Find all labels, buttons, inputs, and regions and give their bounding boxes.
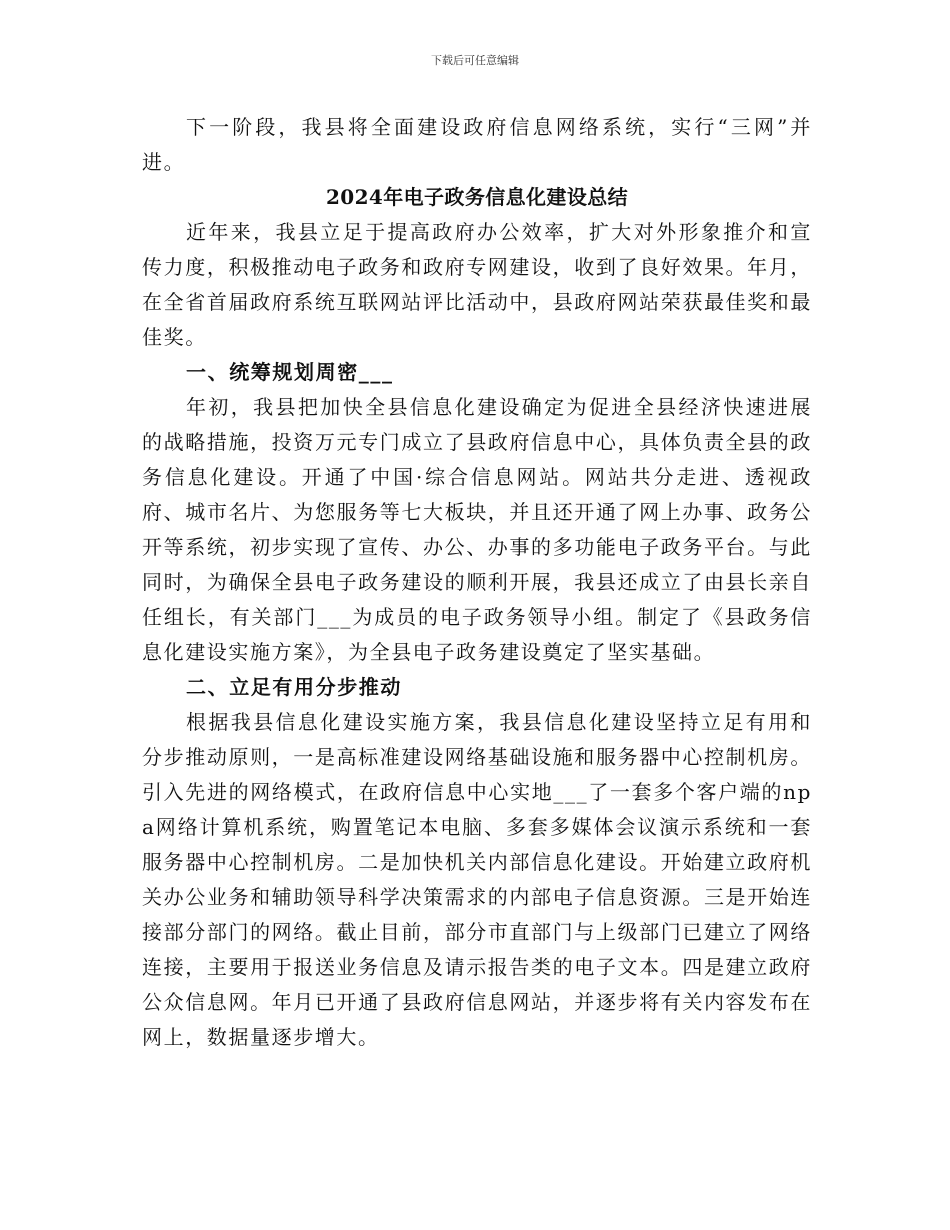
section-heading-planning: 一、统筹规划周密___ <box>186 360 394 384</box>
document-body <box>142 110 812 1055</box>
page-header: 下载后可任意编辑 <box>431 54 519 67</box>
document-title: 2024年电子政务信息化建设总结 <box>325 185 629 209</box>
paragraph-planning: 年初，我县把加快全县信息化建设确定为促进全县经济快速进展的战略措施，投资万元专门成立了县政府信息中心，具体负责全县的政务信息化建设。开通了中国·综合信息网站。网站共分走进、透视政府、城市名片、为您服务等七大板块，并且还开通了网上办事、政务公开等系统，初步实现了宣传、办公、办事的多功能电子政务平台。与此同时，为确保全县电子政务建设的顺利开展，我县还成立了由县长亲自任组长，有关部门___为成员的电子政务领导小组。制定了《县政务信息化建设实施方案》，为全县电子政务建设奠定了坚实基础。 <box>142 395 812 664</box>
paragraph-overview: 近年来，我县立足于提高政府办公效率，扩大对外形象推介和宣传力度，积极推动电子政务和政府专网建设，收到了良好效果。年月，在全省首届政府系统互联网站评比活动中，县政府网站荣获最佳奖和最佳奖。 <box>142 220 812 349</box>
paragraph-progress: 根据我县信息化建设实施方案，我县信息化建设坚持立足有用和分步推动原则，一是高标准建设网络基础设施和服务器中心控制机房。引入先进的网络模式，在政府信息中心实地___了一套多个客户端的npa网络计算机系统，购置笔记本电脑、多套多媒体会议演示系统和一套服务器中心控制机房。二是加快机关内部信息化建设。开始建立政府机关办公业务和辅助领导科学决策需求的内部电子信息资源。三是开始连接部分部门的网络。截止目前，部分市直部门与上级部门已建立了网络连接，主要用于报送业务信息及请示报告类的电子文本。四是建立政府公众信息网。年月已开通了县政府信息网站，并逐步将有关内容发布在网上，数据量逐步增大。 <box>142 710 812 1049</box>
section-heading-progress: 二、立足有用分步推动 <box>186 675 402 699</box>
intro-paragraph: 下一阶段，我县将全面建设政府信息网络系统，实行“三网”并进。 <box>142 115 812 174</box>
